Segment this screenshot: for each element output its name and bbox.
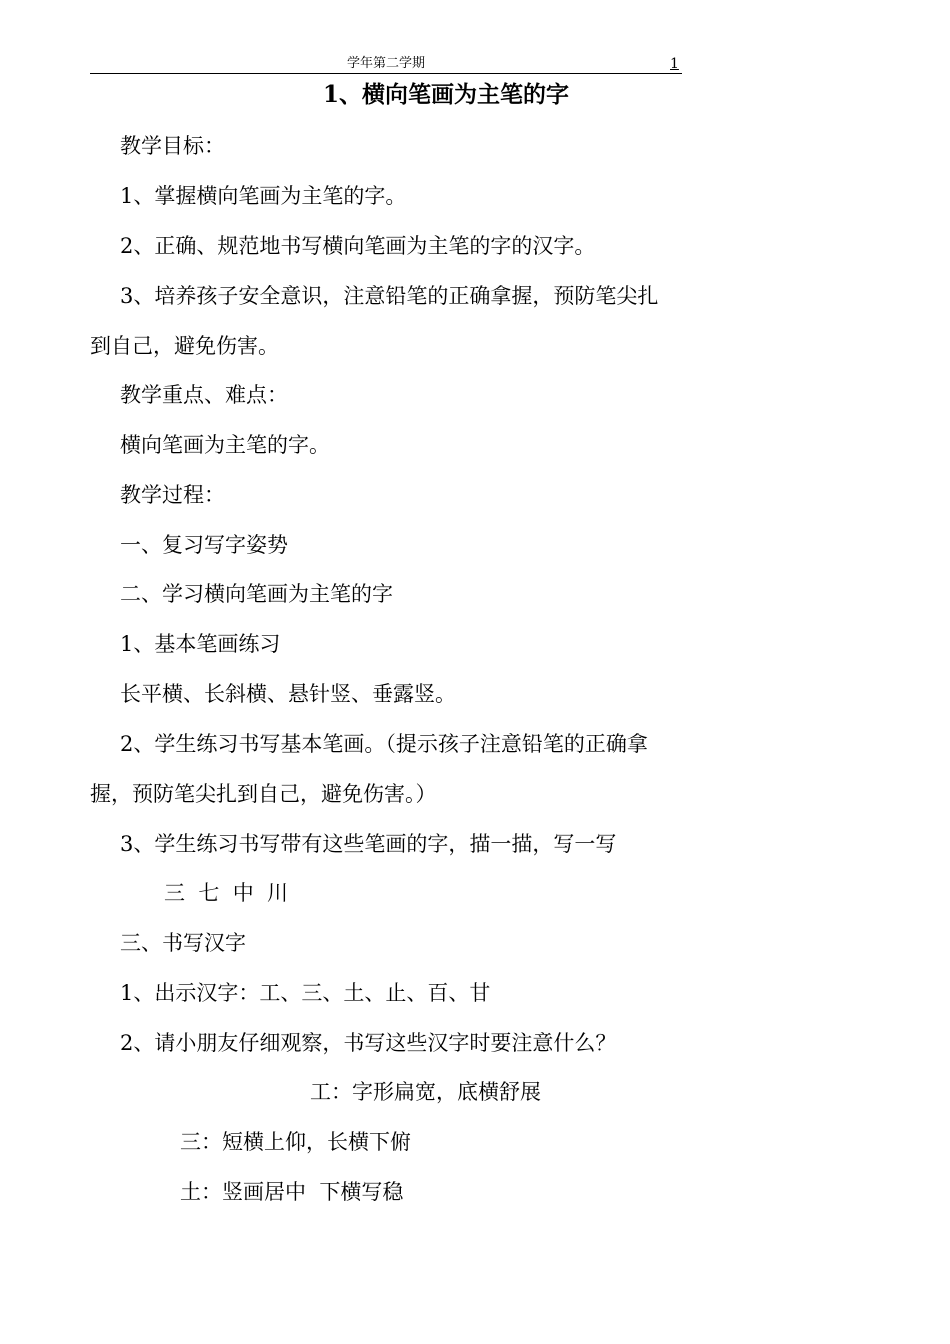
practice-characters: 三 七 中 川 xyxy=(164,881,289,905)
step-2-2-line-1: 2、学生练习书写基本笔画。（提示孩子注意铅笔的正确拿 xyxy=(120,732,648,756)
step-3-2: 2、请小朋友仔细观察，书写这些汉字时要注意什么？ xyxy=(120,1031,617,1055)
header-rule xyxy=(90,73,682,74)
goal-3-line-1: 3、培养孩子安全意识，注意铅笔的正确拿握，预防笔尖扎 xyxy=(120,284,659,308)
goal-2: 2、正确、规范地书写横向笔画为主笔的字的汉字。 xyxy=(120,234,596,258)
strokes-list: 长平横、长斜横、悬针竖、垂露竖。 xyxy=(120,682,456,706)
step-2-3: 3、学生练习书写带有这些笔画的字，描一描，写一写 xyxy=(120,832,617,856)
page-title: 1、横向笔画为主笔的字 xyxy=(322,81,569,108)
page-number: 1 xyxy=(670,56,679,72)
header-term: 学年第二学期 xyxy=(346,56,425,71)
process-heading: 教学过程： xyxy=(120,483,225,507)
note-san: 三：短横上仰，长横下俯 xyxy=(180,1130,411,1154)
page-header xyxy=(90,56,682,74)
section-1: 一、复习写字姿势 xyxy=(120,533,288,557)
note-tu: 土：竖画居中 下横写稳 xyxy=(180,1180,404,1204)
step-3-1: 1、出示汉字：工、三、土、止、百、甘 xyxy=(120,981,491,1005)
section-2: 二、学习横向笔画为主笔的字 xyxy=(120,582,393,606)
key-points-heading: 教学重点、难点： xyxy=(120,383,288,407)
step-2-2-line-2: 握，预防笔尖扎到自己，避免伤害。） xyxy=(90,782,437,806)
step-2-1: 1、基本笔画练习 xyxy=(120,632,281,656)
section-3: 三、书写汉字 xyxy=(120,931,246,955)
note-gong: 工：字形扁宽，底横舒展 xyxy=(310,1080,541,1104)
key-points: 横向笔画为主笔的字。 xyxy=(120,433,330,457)
goals-heading: 教学目标： xyxy=(120,134,225,158)
goal-3-line-2: 到自己，避免伤害。 xyxy=(90,334,279,358)
goal-1: 1、掌握横向笔画为主笔的字。 xyxy=(120,184,407,208)
